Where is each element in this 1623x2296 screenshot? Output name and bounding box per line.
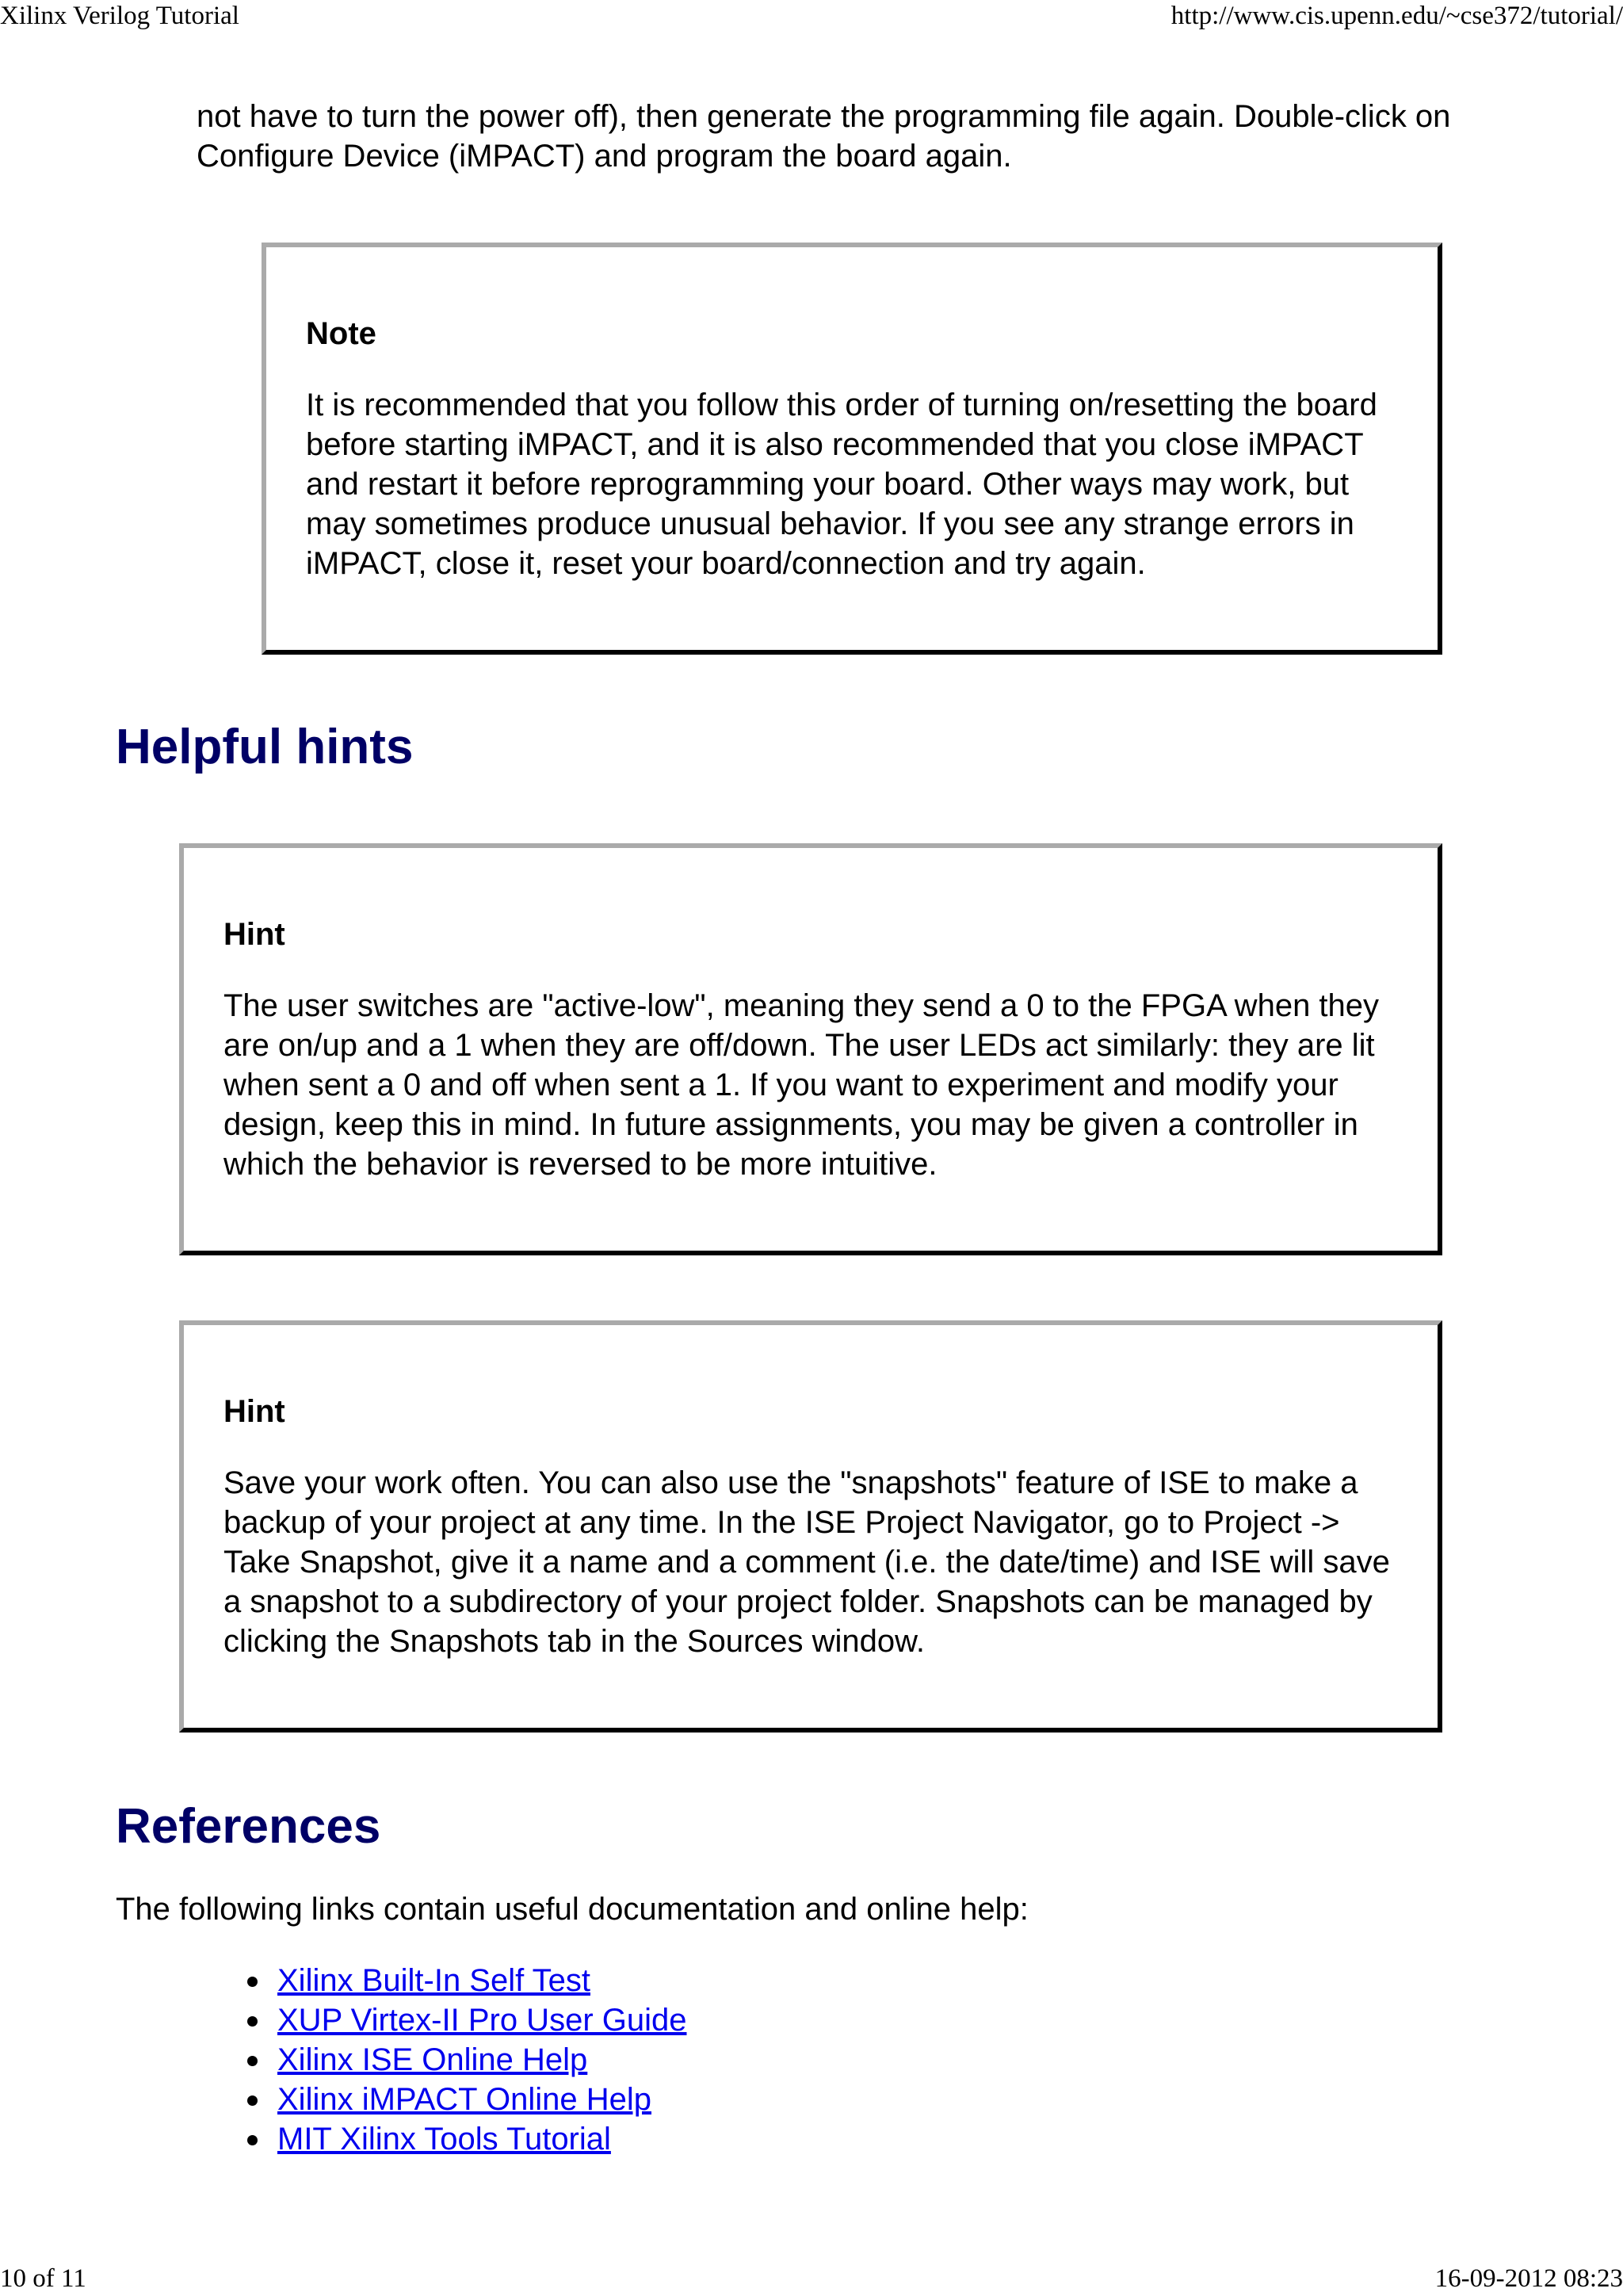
bullet-icon bbox=[247, 1977, 258, 1987]
references-heading: References bbox=[116, 1799, 381, 1854]
bullet-icon bbox=[247, 2135, 258, 2145]
reference-link-built-in-self-test[interactable]: Xilinx Built-In Self Test bbox=[277, 1963, 590, 1998]
print-datetime: 16-09-2012 08:23 bbox=[1434, 2264, 1623, 2293]
references-intro: The following links contain useful documentation and online help: bbox=[116, 1892, 1029, 1927]
hint-title: Hint bbox=[223, 917, 285, 952]
reference-item bbox=[277, 2119, 686, 2159]
references-list bbox=[277, 1961, 686, 2159]
note-text: It is recommended that you follow this order of turning on/resetting the board before starting iMPACT, and it is also recommended that you close iMPACT and restart it before reprogramming your board. Other ways may work, but may sometimes produce unusual behavior. If you see any strange errors in iMPACT, close it, reset your board/connection and try again. bbox=[306, 388, 1377, 581]
bullet-icon bbox=[247, 2016, 258, 2027]
reference-item bbox=[277, 2000, 686, 2040]
reference-item bbox=[277, 1961, 686, 2000]
reference-link-impact-online-help[interactable]: Xilinx iMPACT Online Help bbox=[277, 2082, 652, 2117]
print-header-title: Xilinx Verilog Tutorial bbox=[0, 2, 239, 30]
page-number: 10 of 11 bbox=[0, 2264, 86, 2293]
reference-link-mit-tools-tutorial[interactable]: MIT Xilinx Tools Tutorial bbox=[277, 2122, 611, 2157]
reference-item bbox=[277, 2080, 686, 2119]
hint-text: Save your work often. You can also use the "snapshots" feature of ISE to make a backup of your project at any time. In the ISE Project Navigator, go to Project -> Take Snapshot, give it a name and a comment (i.e. the date/time) and ISE will save a snapshot to a subdirectory of your project folder. Snapshots can be managed by clicking the Snapshots tab in the Sources window. bbox=[223, 1465, 1390, 1659]
bullet-icon bbox=[247, 2056, 258, 2066]
note-box bbox=[262, 243, 1442, 655]
reference-link-ise-online-help[interactable]: Xilinx ISE Online Help bbox=[277, 2042, 588, 2077]
note-title: Note bbox=[306, 316, 376, 351]
hint-text: The user switches are "active-low", meaning they send a 0 to the FPGA when they are on/up and a 1 when they are off/down. The user LEDs act similarly: they are lit when sent a 0 and off when sent a 1. If you want to experiment and modify your design, keep this in mind. In future assignments, you may be given a controller in which the behavior is reversed to be more intuitive. bbox=[223, 988, 1380, 1182]
helpful-hints-heading: Helpful hints bbox=[116, 720, 414, 774]
print-footer bbox=[0, 2263, 1623, 2296]
intro-paragraph: not have to turn the power off), then generate the programming file again. Double-click on Configure Device (iMPACT) and program the board again. bbox=[197, 99, 1451, 174]
print-header-url: http://www.cis.upenn.edu/~cse372/tutorial/ bbox=[1170, 2, 1623, 30]
reference-link-xup-user-guide[interactable]: XUP Virtex-II Pro User Guide bbox=[277, 2003, 687, 2038]
print-header bbox=[0, 0, 1623, 35]
hint-title: Hint bbox=[223, 1394, 285, 1429]
hint-box bbox=[179, 1320, 1442, 1733]
bullet-icon bbox=[247, 2095, 258, 2106]
hint-box bbox=[179, 843, 1442, 1255]
reference-item bbox=[277, 2040, 686, 2080]
